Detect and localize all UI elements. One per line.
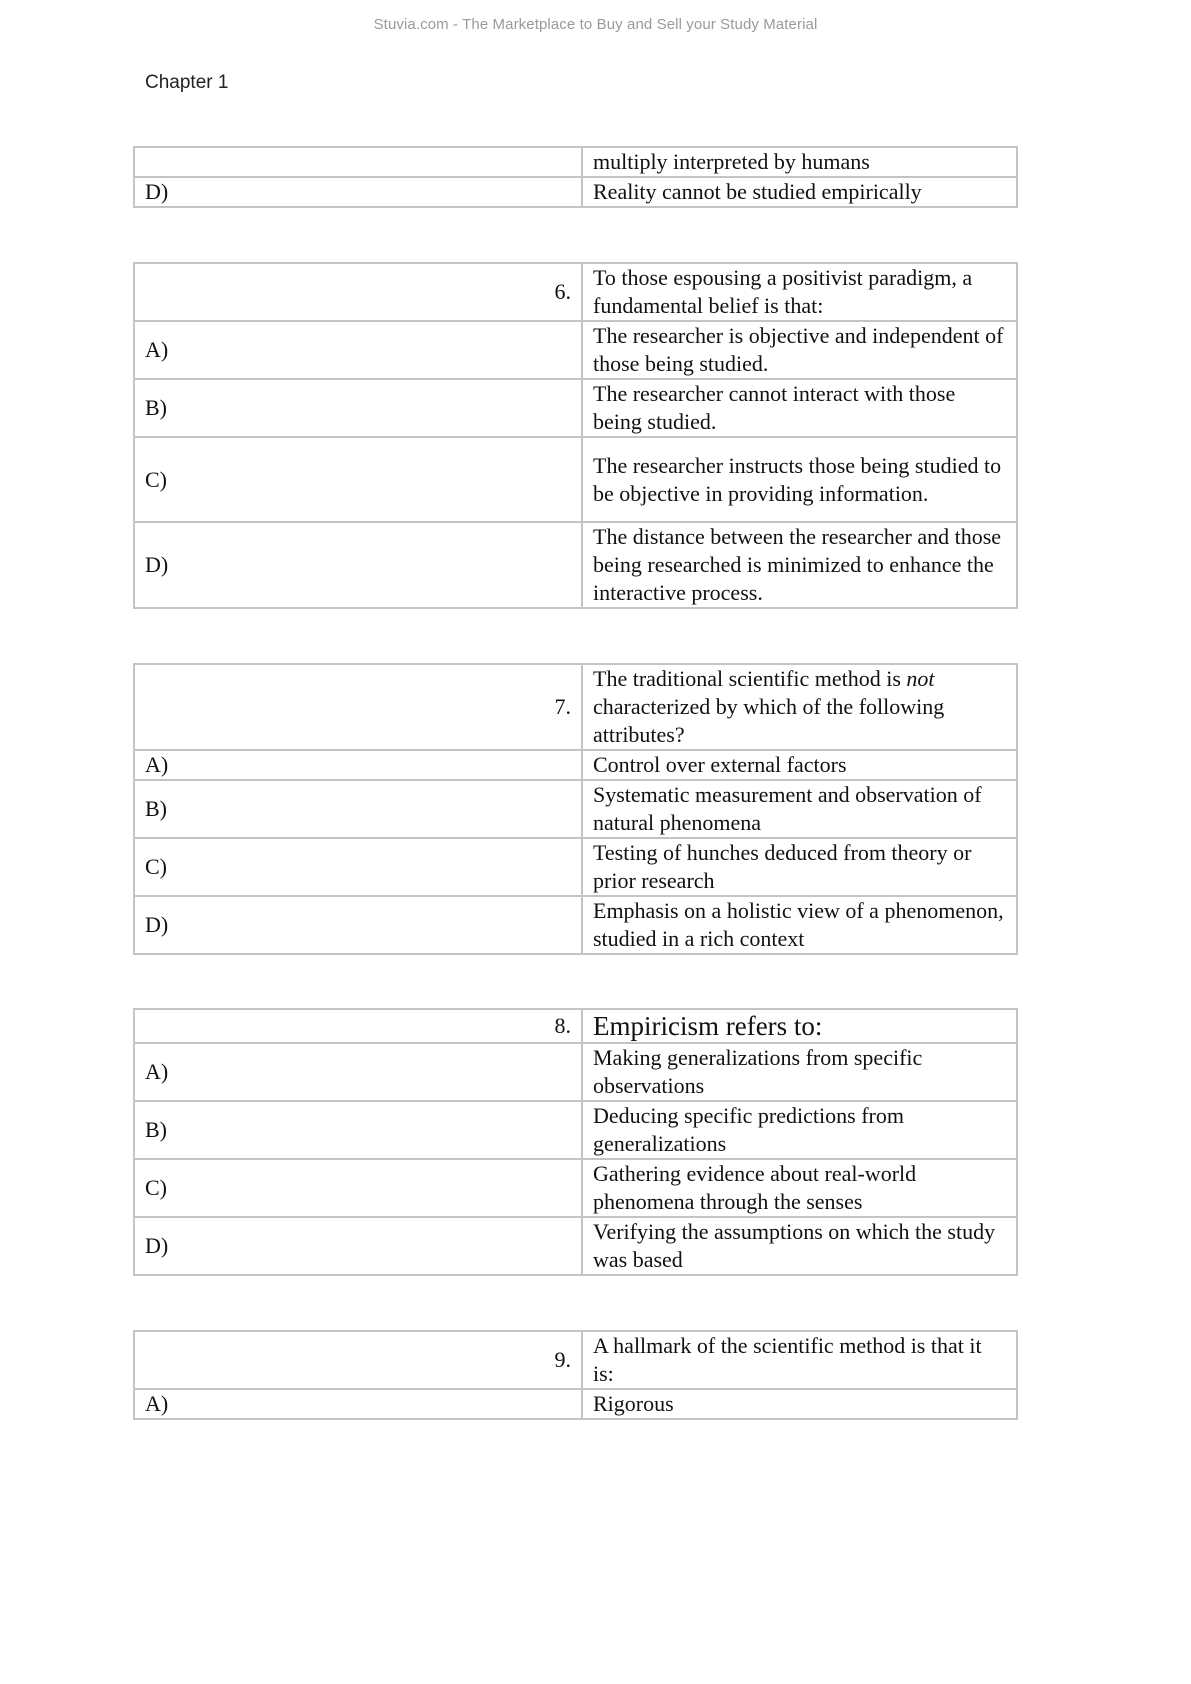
option-text: multiply interpreted by humans [582, 147, 1017, 177]
option-text: Making generalizations from specific observations [582, 1043, 1017, 1101]
question-number: 6. [134, 263, 582, 321]
question-stem-row [134, 664, 1017, 750]
table-row [134, 437, 1017, 522]
table-row [134, 177, 1017, 207]
table-row [134, 147, 1017, 177]
question-number: 8. [134, 1009, 582, 1043]
watermark: Stuvia.com - The Marketplace to Buy and Sell your Study Material [373, 16, 818, 33]
option-label: B) [134, 780, 582, 838]
stem-text-after: characterized by which of the following attributes? [593, 694, 945, 747]
option-text: The researcher is objective and independent of those being studied. [582, 321, 1017, 379]
table-row [134, 1101, 1017, 1159]
empty-cell [134, 147, 582, 177]
table-row [134, 896, 1017, 954]
option-label: A) [134, 750, 582, 780]
question-stem: Empiricism refers to: [582, 1009, 1017, 1043]
question-stem: A hallmark of the scientific method is that it is: [582, 1331, 1017, 1389]
question-5-table [133, 146, 1018, 208]
stem-emphasis: not [906, 666, 935, 691]
table-row [134, 780, 1017, 838]
question-8-table [133, 1008, 1018, 1276]
option-text: Systematic measurement and observation of natural phenomena [582, 780, 1017, 838]
question-stem-row [134, 1331, 1017, 1389]
option-text: Reality cannot be studied empirically [582, 177, 1017, 207]
question-number: 7. [134, 664, 582, 750]
table-row [134, 1389, 1017, 1419]
question-number: 9. [134, 1331, 582, 1389]
option-label: B) [134, 1101, 582, 1159]
question-stem: To those espousing a positivist paradigm, a fundamental belief is that: [582, 263, 1017, 321]
option-label: A) [134, 1043, 582, 1101]
option-text: Control over external factors [582, 750, 1017, 780]
question-stem-row [134, 263, 1017, 321]
option-text: Emphasis on a holistic view of a phenomenon, studied in a rich context [582, 896, 1017, 954]
table-row [134, 750, 1017, 780]
option-label: A) [134, 1389, 582, 1419]
question-9-table [133, 1330, 1018, 1420]
option-text: The distance between the researcher and those being researched is minimized to enhance the interactive process. [582, 522, 1017, 608]
option-text: Verifying the assumptions on which the study was based [582, 1217, 1017, 1275]
option-label: D) [134, 177, 582, 207]
option-label: C) [134, 437, 582, 522]
option-label: D) [134, 1217, 582, 1275]
option-text: Gathering evidence about real-world phenomena through the senses [582, 1159, 1017, 1217]
option-label: A) [134, 321, 582, 379]
table-row [134, 522, 1017, 608]
question-stem-row [134, 1009, 1017, 1043]
table-row [134, 1159, 1017, 1217]
table-row [134, 321, 1017, 379]
table-row [134, 1043, 1017, 1101]
option-label: B) [134, 379, 582, 437]
option-text: The researcher instructs those being studied to be objective in providing information. [582, 437, 1017, 522]
option-text: Testing of hunches deduced from theory or prior research [582, 838, 1017, 896]
question-stem [582, 664, 1017, 750]
table-row [134, 1217, 1017, 1275]
option-label: C) [134, 1159, 582, 1217]
option-label: D) [134, 522, 582, 608]
question-7-table [133, 663, 1018, 955]
option-text: Rigorous [582, 1389, 1017, 1419]
option-label: C) [134, 838, 582, 896]
table-row [134, 379, 1017, 437]
table-row [134, 838, 1017, 896]
stem-text-before: The traditional scientific method is [593, 666, 907, 691]
option-text: Deducing specific predictions from generalizations [582, 1101, 1017, 1159]
option-label: D) [134, 896, 582, 954]
question-6-table [133, 262, 1018, 609]
chapter-heading: Chapter 1 [145, 72, 229, 93]
option-text: The researcher cannot interact with those being studied. [582, 379, 1017, 437]
